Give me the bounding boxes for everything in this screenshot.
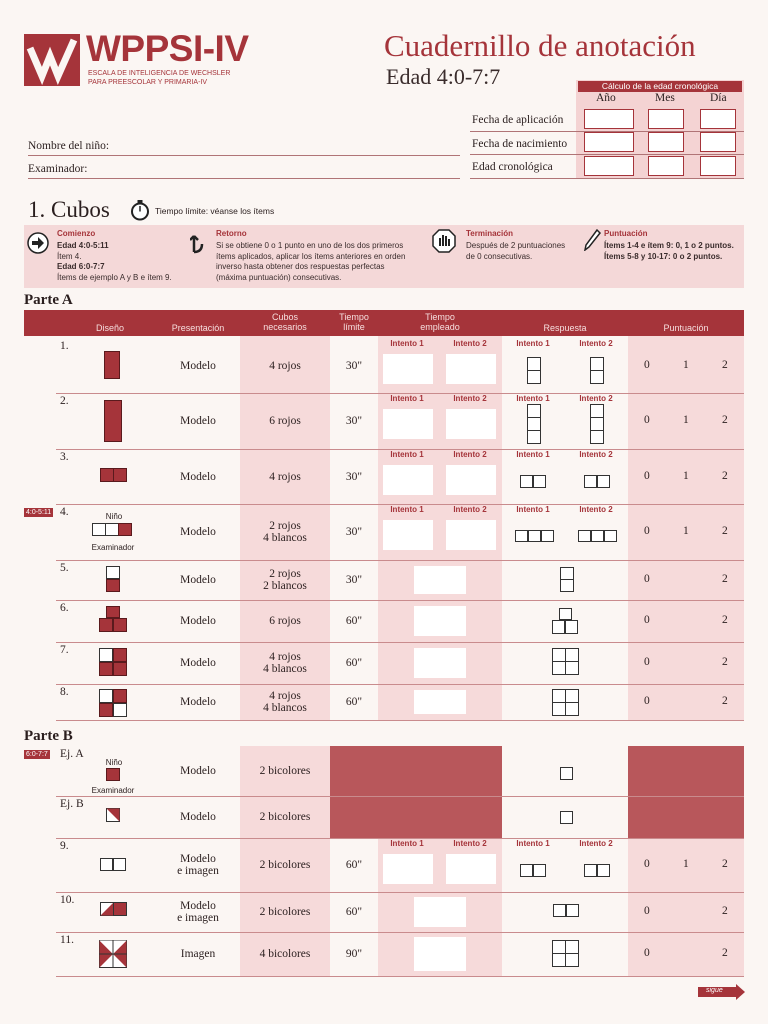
response2-label: Intento 2 [579, 394, 613, 403]
presentation-cell: Modelo [180, 765, 216, 777]
design-block [584, 475, 597, 488]
item-number: 9. [60, 840, 69, 852]
design-block [106, 566, 120, 579]
score-option[interactable]: 2 [722, 525, 728, 537]
time-limit-cell: 30" [345, 415, 363, 427]
design-block [113, 689, 127, 703]
age-tag-a: 4:0-5:11 [26, 509, 52, 516]
design-block [99, 618, 113, 632]
time-attempt2-input[interactable] [446, 854, 496, 884]
design-block [604, 530, 617, 542]
age-range: Edad 4:0-7:7 [386, 64, 501, 89]
year-applied-input[interactable] [584, 109, 634, 129]
presentation-cell: Modelo [180, 574, 216, 586]
parte-b-label: Parte B [24, 728, 73, 744]
cubes-cell: 2 bicolores [259, 765, 311, 777]
time-used-input[interactable] [414, 606, 466, 636]
time-attempt2-input[interactable] [446, 354, 496, 384]
design-block [527, 430, 541, 444]
design-block [106, 606, 120, 618]
score-option[interactable]: 2 [722, 414, 728, 426]
time-attempt1-input[interactable] [383, 854, 433, 884]
examiner-label-item: Examinador [91, 786, 135, 795]
design-block [99, 648, 113, 662]
pencil-icon [583, 229, 601, 251]
bicolor-design-icon [100, 902, 128, 916]
presentation-cell: Modelo [180, 811, 216, 823]
attempt1-label: Intento 1 [390, 505, 424, 514]
design-block [560, 767, 573, 780]
design-block [565, 689, 579, 703]
time-limit-cell: 60" [345, 696, 363, 708]
attempt2-label: Intento 2 [453, 394, 487, 403]
design-block [597, 864, 610, 877]
response1-label: Intento 1 [516, 394, 550, 403]
score-option[interactable]: 2 [722, 573, 728, 585]
design-block [560, 579, 574, 592]
design-block [113, 662, 127, 676]
design-block [104, 400, 122, 442]
row-divider [56, 684, 744, 685]
design-block [520, 864, 533, 877]
presentation-cell: Modelo [180, 415, 216, 427]
score-option[interactable]: 0 [644, 525, 650, 537]
score-text: Ítems 1-4 e ítem 9: 0, 1 o 2 puntos. Ítems 5-8 y 10-17: 0 o 2 puntos. [604, 241, 734, 261]
col-response: Respuesta [543, 323, 587, 333]
time-used-input[interactable] [414, 566, 466, 594]
child-label: Niño [105, 758, 123, 767]
design-block [552, 661, 566, 675]
cubes-cell: 4 rojos [269, 359, 301, 372]
design-block [590, 357, 604, 371]
presentation-cell-1: Modelo [180, 853, 216, 865]
design-block [565, 620, 578, 634]
end-heading: Terminación [466, 229, 513, 238]
design-block [99, 689, 113, 703]
score-option[interactable]: 0 [644, 573, 650, 585]
design-block [106, 768, 120, 781]
score-option[interactable]: 0 [644, 858, 650, 870]
score-option[interactable]: 2 [722, 469, 728, 482]
time-attempt1-input[interactable] [383, 520, 433, 550]
score-option[interactable]: 1 [683, 469, 689, 482]
score-option[interactable]: 0 [644, 905, 650, 917]
design-block [552, 689, 566, 703]
cubes-cell-1: 4 rojos [269, 690, 301, 702]
col-day: Día [710, 92, 727, 104]
design-block [527, 404, 541, 418]
attempt2-label: Intento 2 [453, 839, 487, 848]
attempt1-label: Intento 1 [390, 339, 424, 348]
row-divider [56, 976, 744, 977]
design-block [113, 468, 127, 482]
row-divider [56, 642, 744, 643]
score-option[interactable]: 0 [644, 414, 650, 426]
presentation-cell-2: e imagen [177, 865, 219, 877]
examiner-label-item: Examinador [91, 543, 135, 552]
design-block [118, 523, 132, 536]
time-limit-cell: 30" [345, 574, 363, 586]
time-limit-cell: 60" [345, 657, 363, 669]
item-number: 4. [60, 506, 69, 518]
day-birth-input[interactable] [700, 132, 736, 152]
month-applied-input[interactable] [648, 109, 684, 129]
design-block [552, 648, 566, 662]
item-number: Ej. B [60, 798, 84, 810]
design-block [565, 702, 579, 716]
col-presentation: Presentación [171, 323, 225, 333]
presentation-cell: Modelo [180, 359, 216, 372]
design-block [113, 858, 126, 871]
design-block [552, 940, 566, 954]
design-block [584, 864, 597, 877]
design-block [590, 417, 604, 431]
day-age-input[interactable] [700, 156, 736, 176]
score-option[interactable]: 0 [644, 656, 650, 668]
score-option[interactable]: 2 [722, 947, 728, 959]
design-block [590, 430, 604, 444]
design-block [113, 648, 127, 662]
design-block [527, 370, 541, 384]
cubes-cell: 2 bicolores [259, 906, 311, 918]
page-title: Cuadernillo de anotación [384, 28, 696, 63]
start-heading: Comienzo [57, 229, 96, 238]
design-block [520, 475, 533, 488]
design-block [590, 370, 604, 384]
cubes-cell: 6 rojos [269, 615, 301, 627]
parte-a-label: Parte A [24, 292, 73, 308]
score-option[interactable]: 0 [644, 358, 650, 371]
examiner-field[interactable] [28, 178, 460, 179]
attempt1-label: Intento 1 [390, 394, 424, 403]
time-limit-note: Tiempo límite: véanse los ítems [155, 206, 275, 216]
attempt2-label: Intento 2 [453, 505, 487, 514]
wppsi-logo-mark [24, 34, 80, 86]
design-block [559, 608, 572, 620]
item-number: 3. [60, 451, 69, 463]
attempt2-label: Intento 2 [453, 450, 487, 459]
cubes-cell-1: 2 rojos [269, 520, 301, 532]
score-option[interactable]: 0 [644, 695, 650, 707]
design-block [578, 530, 591, 542]
design-block [100, 468, 114, 482]
col-month: Mes [655, 92, 675, 104]
cubes-cell-2: 4 blancos [263, 663, 307, 675]
time-limit-cell: 30" [345, 359, 363, 372]
score-option[interactable]: 2 [722, 695, 728, 707]
design-block [597, 475, 610, 488]
next-label: sigue [706, 987, 723, 994]
design-block [527, 357, 541, 371]
cubes-cell: 2 bicolores [259, 811, 311, 823]
month-birth-input[interactable] [648, 132, 684, 152]
design-block [590, 404, 604, 418]
item-number: 8. [60, 686, 69, 698]
start-text: Edad 4:0-5:11 Ítem 4. Edad 6:0-7:7 Ítems de ejemplo A y B e ítem 9. [57, 241, 172, 282]
time-used-input[interactable] [414, 897, 466, 927]
design-block [565, 940, 579, 954]
row-divider [56, 600, 744, 601]
design-block [105, 523, 119, 536]
response1-label: Intento 1 [516, 450, 550, 459]
section-title: 1. Cubos [28, 197, 110, 222]
design-block [528, 530, 541, 542]
attempt2-label: Intento 2 [453, 339, 487, 348]
score-option[interactable]: 1 [683, 858, 689, 870]
cubes-cell-1: 4 rojos [269, 651, 301, 663]
time-attempt1-input[interactable] [383, 409, 433, 439]
end-text: Después de 2 puntuaciones de 0 consecutivas. [466, 241, 566, 261]
time-attempt2-input[interactable] [446, 520, 496, 550]
item-number: Ej. A [60, 748, 84, 760]
score-option[interactable]: 0 [644, 614, 650, 626]
attempt1-label: Intento 1 [390, 450, 424, 459]
design-block [565, 953, 579, 967]
bicolor-pattern-icon [99, 940, 127, 968]
score-option[interactable]: 2 [722, 358, 728, 371]
score-option[interactable]: 2 [722, 905, 728, 917]
time-used-input[interactable] [414, 690, 466, 714]
time-limit-cell: 30" [345, 470, 363, 483]
chrono-age-label: Edad cronológica [472, 161, 553, 173]
item-number: 5. [60, 562, 69, 574]
response2-label: Intento 2 [579, 505, 613, 514]
design-block [565, 661, 579, 675]
time-attempt1-input[interactable] [383, 354, 433, 384]
diagonal-block-icon [106, 808, 120, 822]
row-divider [56, 720, 744, 721]
score-option[interactable]: 0 [644, 947, 650, 959]
year-age-input[interactable] [584, 156, 634, 176]
cubes-cell-1: 2 rojos [269, 568, 301, 580]
presentation-cell: Modelo [180, 696, 216, 708]
design-block [106, 579, 120, 592]
score-option[interactable]: 2 [722, 656, 728, 668]
presentation-cell: Imagen [180, 948, 216, 960]
time-attempt2-input[interactable] [446, 465, 496, 495]
score-option[interactable]: 2 [722, 614, 728, 626]
design-block [566, 904, 579, 917]
time-limit-cell: 90" [345, 948, 363, 960]
design-block [92, 523, 106, 536]
item-number: 1. [60, 340, 69, 352]
row-divider [56, 892, 744, 893]
child-name-label: Nombre del niño: [28, 140, 110, 152]
col-time-used: Tiempo empleado [420, 312, 460, 332]
score-option[interactable]: 1 [683, 525, 689, 537]
design-block [591, 530, 604, 542]
response1-label: Intento 1 [516, 505, 550, 514]
response2-label: Intento 2 [579, 339, 613, 348]
score-option[interactable]: 1 [683, 414, 689, 426]
design-block [553, 904, 566, 917]
time-attempt1-input[interactable] [383, 465, 433, 495]
cubes-cell-2: 2 blancos [263, 580, 307, 592]
design-block [565, 648, 579, 662]
design-block [552, 620, 565, 634]
birth-date-label: Fecha de nacimiento [472, 138, 568, 150]
design-block [533, 864, 546, 877]
response2-label: Intento 2 [579, 839, 613, 848]
cubes-cell-2: 4 blancos [263, 532, 307, 544]
design-block [99, 662, 113, 676]
response2-label: Intento 2 [579, 450, 613, 459]
year-birth-input[interactable] [584, 132, 634, 152]
reverse-heading: Retorno [216, 229, 247, 238]
stopwatch-icon [129, 199, 151, 221]
response1-label: Intento 1 [516, 839, 550, 848]
time-limit-cell: 60" [345, 859, 363, 871]
item-number: 11. [60, 934, 74, 946]
design-block [527, 417, 541, 431]
cubes-cell-2: 4 blancos [263, 702, 307, 714]
design-block [541, 530, 554, 542]
brand-subtitle: ESCALA DE INTELIGENCIA DE WECHSLER PARA PREESCOLAR Y PRIMARIA-IV [88, 70, 231, 86]
presentation-cell: Modelo [180, 657, 216, 669]
score-option[interactable]: 2 [722, 858, 728, 870]
time-attempt2-input[interactable] [446, 409, 496, 439]
presentation-cell-1: Modelo [180, 900, 216, 912]
item-number: 7. [60, 644, 69, 656]
time-used-input[interactable] [414, 937, 466, 971]
col-cubes: Cubos necesarios [263, 312, 307, 332]
row-divider [56, 932, 744, 933]
col-design: Diseño [95, 323, 124, 333]
design-block [104, 351, 120, 379]
age-calc-title: Cálculo de la edad cronológica [578, 81, 742, 92]
reverse-text: Si se obtiene 0 o 1 punto en uno de los dos primeros ítems aplicados, aplicar los ítems anteriores en orden inverso hasta obtener dos respuestas perfectas (máxima puntuación) consecutivas. [216, 241, 406, 282]
example-shaded-score [628, 746, 744, 838]
score-option[interactable]: 0 [644, 469, 650, 482]
cubes-cell: 2 bicolores [259, 859, 311, 871]
cubes-cell: 4 rojos [269, 470, 301, 483]
col-score: Puntuación [663, 323, 709, 333]
design-block [560, 811, 573, 824]
design-block [113, 703, 127, 717]
attempt1-label: Intento 1 [390, 839, 424, 848]
design-block [113, 618, 127, 632]
row-divider [56, 560, 744, 561]
response1-label: Intento 1 [516, 339, 550, 348]
design-block [533, 475, 546, 488]
design-block [99, 703, 113, 717]
cubes-cell: 6 rojos [269, 415, 301, 427]
time-limit-cell: 60" [345, 906, 363, 918]
presentation-cell: Modelo [180, 526, 216, 538]
start-arrow-icon [27, 232, 49, 254]
child-label: Niño [105, 512, 123, 521]
child-name-field[interactable] [28, 155, 460, 156]
stop-hand-icon [432, 229, 456, 253]
design-block [100, 858, 113, 871]
time-limit-cell: 60" [345, 615, 363, 627]
row-divider [56, 796, 744, 797]
cubes-cell: 4 bicolores [259, 948, 311, 960]
month-age-input[interactable] [648, 156, 684, 176]
design-block [552, 702, 566, 716]
examiner-label: Examinador: [28, 163, 88, 175]
time-limit-cell: 30" [345, 526, 363, 538]
presentation-cell: Modelo [180, 615, 216, 627]
design-block [515, 530, 528, 542]
item-number: 2. [60, 395, 69, 407]
date-applied-label: Fecha de aplicación [472, 114, 564, 126]
design-block [552, 953, 566, 967]
score-heading: Puntuación [604, 229, 648, 238]
score-option[interactable]: 1 [683, 358, 689, 371]
example-shaded-block [330, 746, 502, 838]
presentation-cell-2: e imagen [177, 912, 219, 924]
col-time-limit: Tiempo límite [339, 312, 369, 332]
item-number: 6. [60, 602, 69, 614]
presentation-cell: Modelo [180, 470, 216, 483]
item-number: 10. [60, 894, 75, 906]
reverse-arrow-icon [190, 228, 206, 254]
col-year: Año [596, 92, 616, 104]
brand-name: WPPSI-IV [86, 28, 249, 69]
time-used-input[interactable] [414, 648, 466, 678]
day-applied-input[interactable] [700, 109, 736, 129]
age-tag-b: 6:0-7:7 [26, 751, 48, 758]
